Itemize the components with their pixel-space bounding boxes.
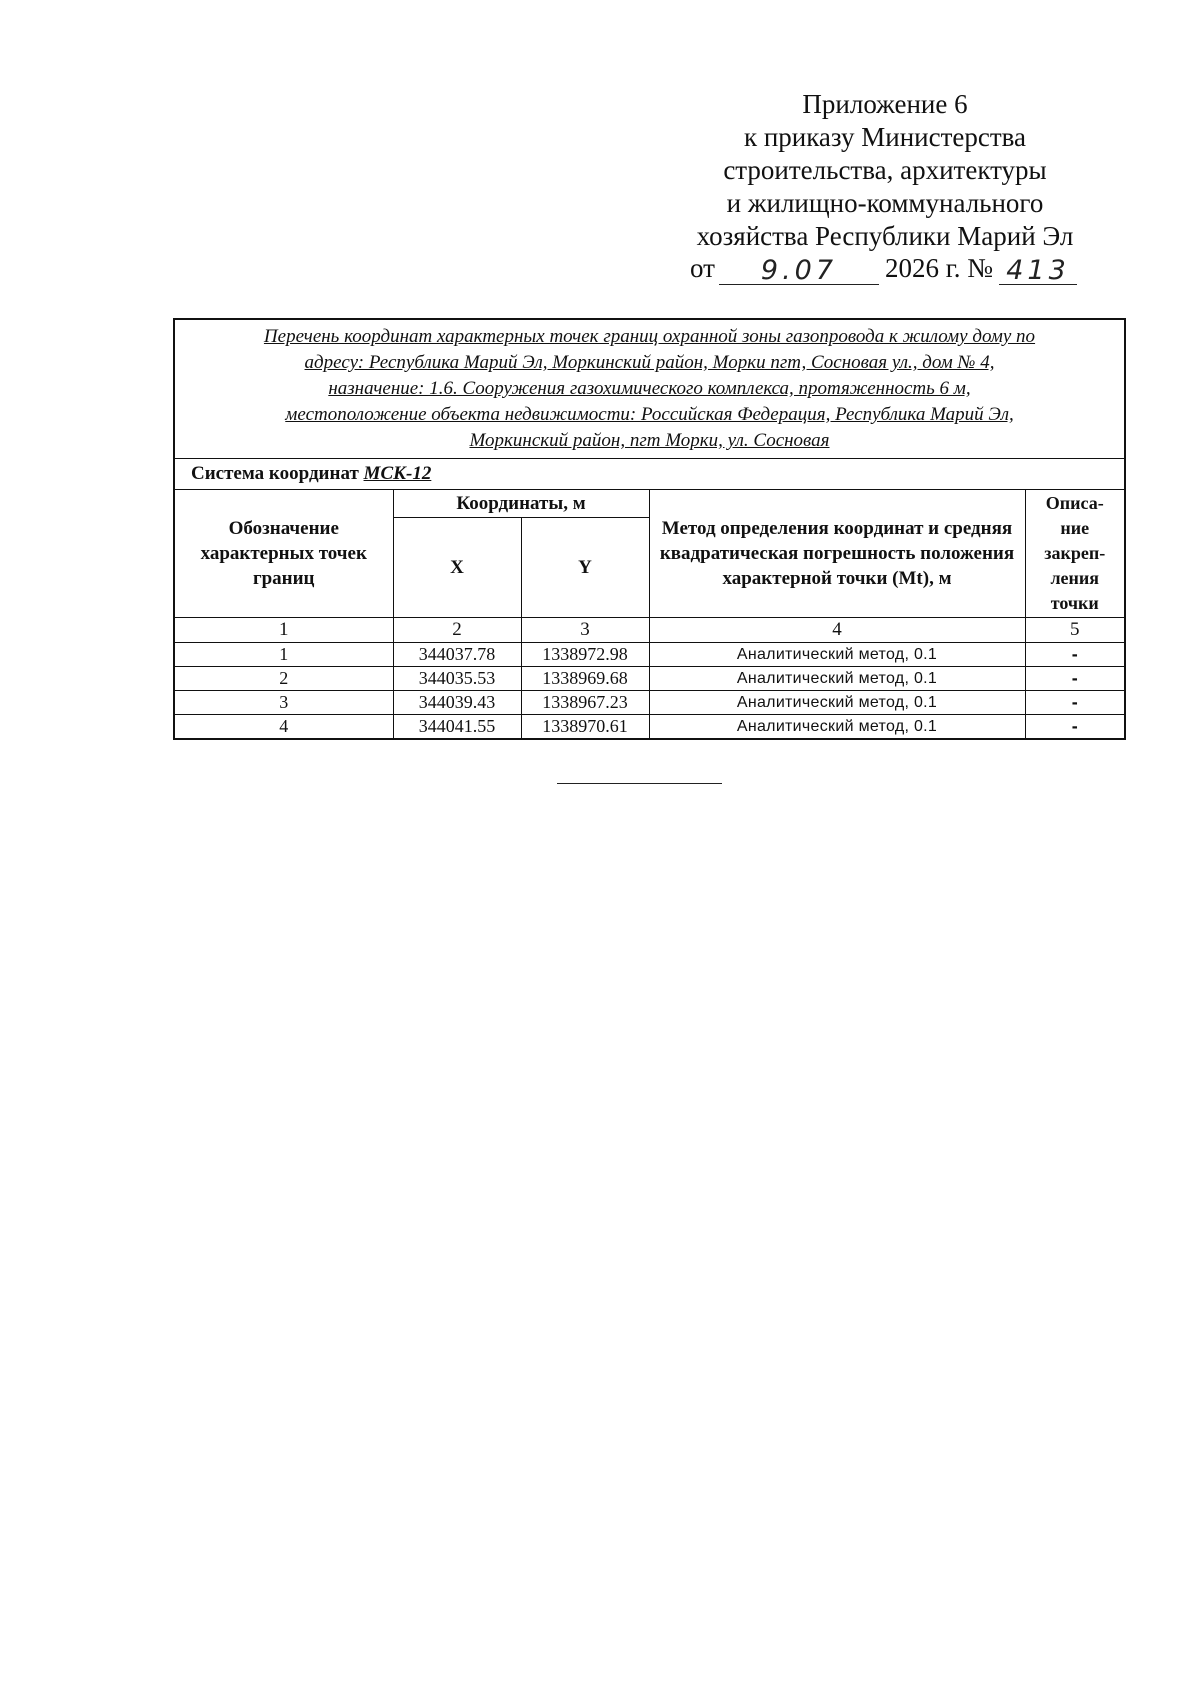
caption-line: Перечень координат характерных точек границ охранной зоны газопровода к жилому дому по xyxy=(263,326,1036,347)
header-point-designation: Обозначение характерных точек границ xyxy=(174,490,393,618)
column-number-row xyxy=(174,618,1125,643)
cell-x: 344039.43 xyxy=(393,691,521,715)
column-number: 5 xyxy=(1025,618,1125,643)
caption-line: адресу: Республика Марий Эл, Моркинский район, Морки пгт, Сосновая ул., дом № 4, xyxy=(304,352,995,373)
appendix-line: к приказу Министерства xyxy=(743,122,1027,152)
year-text: 2026 г. № xyxy=(884,253,993,283)
header-description-line: закреп- xyxy=(1044,543,1106,563)
header-description-line: точки xyxy=(1050,593,1099,613)
cell-description: - xyxy=(1025,643,1125,667)
appendix-line: и жилищно-коммунального xyxy=(726,188,1044,218)
coordinate-system-name: МСК-12 xyxy=(363,463,432,484)
coordinate-system-label: Система координат xyxy=(191,463,359,484)
column-number: 1 xyxy=(174,618,393,643)
coordinate-system-row xyxy=(174,459,1125,490)
column-number: 2 xyxy=(393,618,521,643)
table-caption xyxy=(174,319,1125,459)
coordinates-table xyxy=(173,318,1126,740)
header-description xyxy=(1025,490,1125,618)
caption-line: Моркинский район, пгт Морки, ул. Сосновая xyxy=(469,430,830,451)
cell-point: 4 xyxy=(174,715,393,740)
cell-x: 344041.55 xyxy=(393,715,521,740)
appendix-title: Приложение 6 xyxy=(802,89,968,119)
appendix-header xyxy=(640,88,1130,253)
header-x: X xyxy=(393,518,521,618)
caption-line: местоположение объекта недвижимости: Российская Федерация, Республика Марий Эл, xyxy=(285,404,1014,425)
cell-method: Аналитический метод, 0.1 xyxy=(649,691,1025,715)
header-method: Метод определения координат и средняя квадратическая погрешность положения характерной точки (Mt), м xyxy=(649,490,1025,618)
header-y: Y xyxy=(521,518,649,618)
table-row xyxy=(174,715,1125,740)
handwritten-number: 413 xyxy=(999,254,1077,285)
cell-x: 344035.53 xyxy=(393,667,521,691)
cell-x: 344037.78 xyxy=(393,643,521,667)
cell-method: Аналитический метод, 0.1 xyxy=(649,643,1025,667)
end-of-document-divider xyxy=(557,783,722,784)
table-row xyxy=(174,643,1125,667)
cell-y: 1338967.23 xyxy=(521,691,649,715)
header-description-line: Описа- xyxy=(1045,493,1104,513)
cell-y: 1338970.61 xyxy=(521,715,649,740)
cell-description: - xyxy=(1025,715,1125,740)
cell-point: 1 xyxy=(174,643,393,667)
cell-method: Аналитический метод, 0.1 xyxy=(649,715,1025,740)
header-description-line: ления xyxy=(1050,568,1100,588)
appendix-line: хозяйства Республики Марий Эл xyxy=(696,221,1074,251)
handwritten-date: 9.07 xyxy=(719,254,879,285)
cell-point: 2 xyxy=(174,667,393,691)
caption-line: назначение: 1.6. Сооружения газохимического комплекса, протяженность 6 м, xyxy=(328,378,971,399)
table-row xyxy=(174,691,1125,715)
header-coordinates: Координаты, м xyxy=(393,490,649,518)
cell-method: Аналитический метод, 0.1 xyxy=(649,667,1025,691)
appendix-line: строительства, архитектуры xyxy=(723,155,1047,185)
column-number: 3 xyxy=(521,618,649,643)
cell-description: - xyxy=(1025,667,1125,691)
cell-description: - xyxy=(1025,691,1125,715)
column-number: 4 xyxy=(649,618,1025,643)
date-prefix: от xyxy=(690,253,715,283)
cell-y: 1338969.68 xyxy=(521,667,649,691)
order-date-number xyxy=(690,252,1130,285)
header-description-line: ние xyxy=(1060,518,1090,538)
table-row xyxy=(174,667,1125,691)
cell-y: 1338972.98 xyxy=(521,643,649,667)
cell-point: 3 xyxy=(174,691,393,715)
